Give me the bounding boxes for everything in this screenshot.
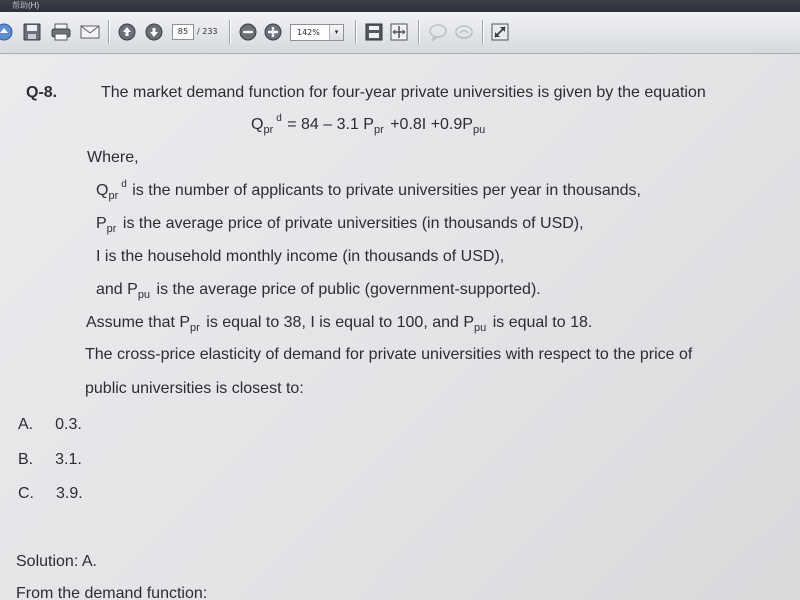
window-title-bar [0, 0, 800, 12]
equation-p-sub1: pr [373, 124, 384, 136]
equation-q-sup: d [276, 113, 282, 124]
toolbar-separator [482, 20, 483, 44]
definition-sup: d [121, 179, 127, 190]
option-label: A. [18, 416, 34, 433]
zoom-in-icon[interactable] [263, 22, 283, 42]
equation-part2: +0.8I +0.9P [385, 116, 473, 133]
email-icon[interactable] [79, 22, 99, 42]
definition-item [96, 215, 584, 233]
question-number: Q-8. [26, 84, 58, 101]
toolbar-separator [229, 20, 230, 44]
assumption-sub: pu [474, 322, 487, 334]
definition-prefix: and [96, 281, 128, 298]
assumption-part: is equal to 18. [488, 314, 593, 331]
definition-text: is the average price of private universities (in thousands of USD), [118, 215, 584, 232]
definition-symbol: Q [96, 182, 109, 199]
where-label: Where, [87, 149, 139, 166]
print-icon[interactable] [50, 22, 70, 42]
equation-q: Q [251, 116, 264, 133]
demand-equation [251, 113, 487, 136]
chevron-down-icon[interactable]: ▾ [329, 25, 343, 40]
toolbar [0, 12, 800, 54]
fit-page-icon[interactable] [364, 22, 384, 42]
equation-part1: = 84 – 3.1 P [282, 116, 374, 133]
toolbar-separator [108, 20, 109, 44]
expand-icon[interactable] [490, 22, 510, 42]
definition-text: is the number of applicants to private universities per year in thousands, [127, 182, 641, 199]
definition-item [96, 179, 641, 202]
next-page-icon[interactable] [144, 22, 164, 42]
definition-sub: pu [137, 289, 151, 301]
toolbar-separator [418, 20, 419, 44]
answer-option [18, 485, 83, 503]
option-value: 3.1. [55, 451, 82, 468]
definition-item [96, 248, 504, 266]
question-line: The cross-price elasticity of demand for private universities with respect to the price of [85, 346, 693, 363]
assumption-sub: pr [190, 322, 200, 334]
definition-text: is the household monthly income (in thousands of USD), [100, 248, 505, 265]
solution-answer: Solution: A. [16, 553, 97, 570]
page-number-input[interactable]: 85 [172, 24, 194, 40]
question-line: public universities is closest to: [85, 380, 304, 397]
answer-option [18, 416, 82, 434]
solution-next-line: From the demand function: [16, 585, 208, 600]
previous-page-icon[interactable] [117, 22, 137, 42]
option-value: 0.3. [55, 416, 82, 433]
comment-icon[interactable] [428, 22, 448, 42]
assumption-part: is equal to 38, I is equal to 100, and P [201, 314, 475, 331]
sign-icon[interactable] [454, 22, 474, 42]
toolbar-separator [355, 20, 356, 44]
home-icon[interactable] [0, 22, 14, 42]
definition-text: is the average price of public (government-supported). [152, 281, 541, 298]
definition-symbol: I [96, 248, 101, 265]
option-label: C. [18, 485, 34, 502]
assumption-part: Assume that P [86, 314, 191, 331]
document-page [0, 55, 800, 600]
definition-sub: pr [108, 190, 119, 202]
definition-item [96, 281, 541, 299]
zoom-out-icon[interactable] [238, 22, 258, 42]
page-total-count: / 233 [197, 27, 218, 36]
fit-width-icon[interactable] [389, 22, 409, 42]
equation-q-sub: pr [263, 124, 274, 136]
zoom-level-value: 142% [297, 28, 320, 37]
option-label: B. [18, 451, 34, 468]
option-value: 3.9. [56, 485, 83, 502]
answer-option [18, 451, 82, 469]
definition-symbol: P [127, 281, 138, 298]
equation-p-sub2: pu [472, 124, 486, 136]
question-intro: The market demand function for four-year private universities is given by the equation [101, 84, 706, 101]
definition-sub: pr [106, 223, 117, 235]
definition-symbol: P [96, 215, 107, 232]
zoom-level-select[interactable] [290, 24, 344, 41]
save-icon[interactable] [22, 22, 42, 42]
menu-help[interactable]: 帮助(H) [12, 1, 40, 10]
assumption-line [86, 314, 592, 332]
